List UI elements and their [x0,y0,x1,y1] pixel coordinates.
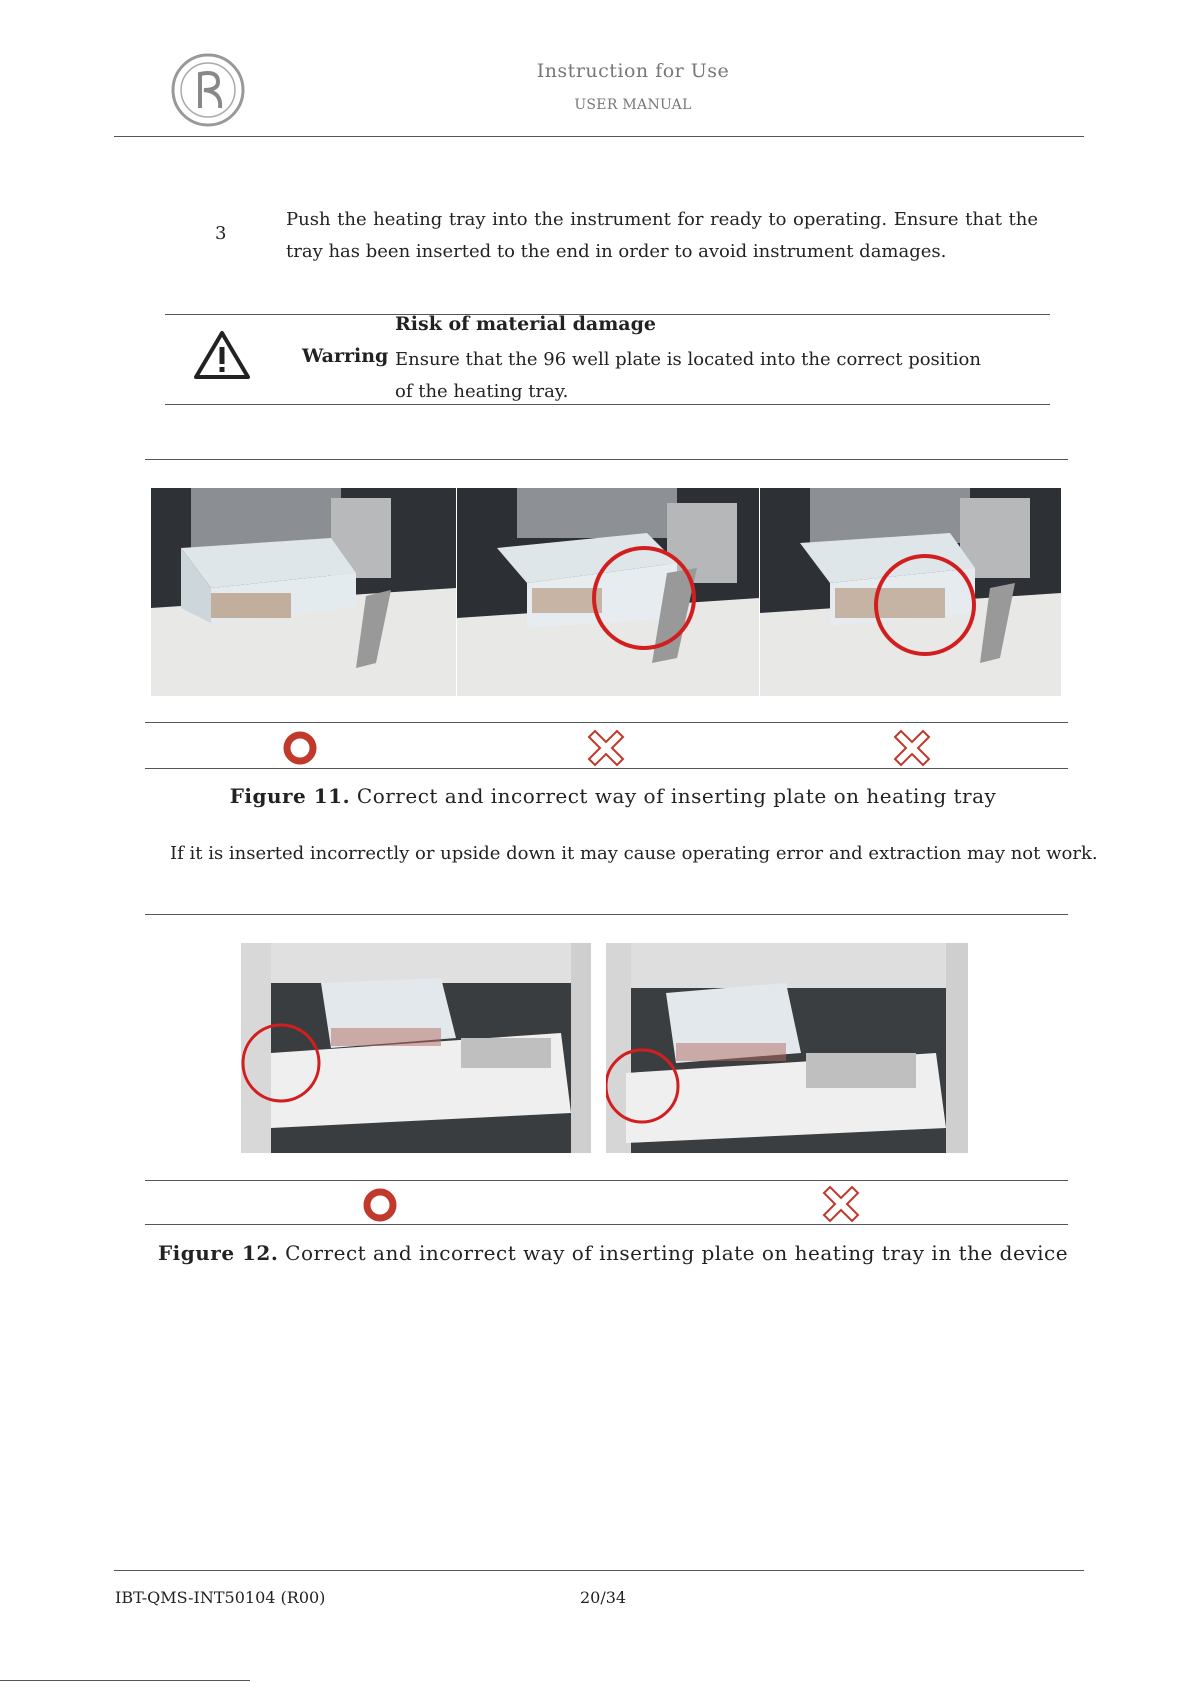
figure12-marks-bottom-rule [145,1224,1068,1225]
figure11-photo-incorrect-1 [457,488,759,696]
footnote-rule [0,1680,250,1681]
correct-mark-icon [282,730,318,766]
step-number: 3 [215,223,227,244]
figure11-photo-correct [151,488,456,696]
figure12-photo-incorrect [606,943,968,1153]
header-rule [114,136,1084,137]
figure12-label: Figure 12. [157,1241,279,1265]
figure12-caption [0,1241,1191,1265]
figure11-photo-incorrect-2 [760,488,1061,696]
footer-rule [114,1570,1084,1571]
figure11-top-rule [145,459,1068,460]
figure12-top-rule [145,914,1068,915]
incorrect-mark-icon [585,727,627,769]
figure11-caption [0,784,1191,808]
warning-icon [193,330,251,380]
warning-text: Ensure that the 96 well plate is located into the correct position of the heating tray. [395,349,981,402]
incorrect-mark-icon [820,1183,862,1225]
incorrect-mark-icon [891,727,933,769]
footer-doc-id: IBT-QMS-INT50104 (R00) [115,1588,326,1607]
figure11-marks-bottom-rule [145,768,1068,769]
figure12-photo-correct [241,943,591,1153]
figure12-text: Correct and incorrect way of inserting plate on heating tray in the device [285,1241,1069,1265]
warning-title: Risk of material damage [395,313,656,335]
step-text: Push the heating tray into the instrument for ready to operating. Ensure that the tray has been inserted to the end in order to avoid instrument damages. [286,209,1038,262]
correct-mark-icon [362,1187,398,1223]
figure11-text: Correct and incorrect way of inserting plate on heating tray [356,784,997,808]
body-note: If it is inserted incorrectly or upside down it may cause operating error and extraction may not work. [170,843,1098,864]
warning-label: Warring [302,345,389,367]
figure12-marks-top-rule [145,1180,1068,1181]
figure11-marks-top-rule [145,722,1068,723]
figure11-label: Figure 11. [229,784,351,808]
header-subtitle: USER MANUAL [574,97,692,113]
footer-page-number: 20/34 [580,1588,627,1607]
warning-bottom-rule [165,404,1050,405]
header-title: Instruction for Use [536,60,730,82]
